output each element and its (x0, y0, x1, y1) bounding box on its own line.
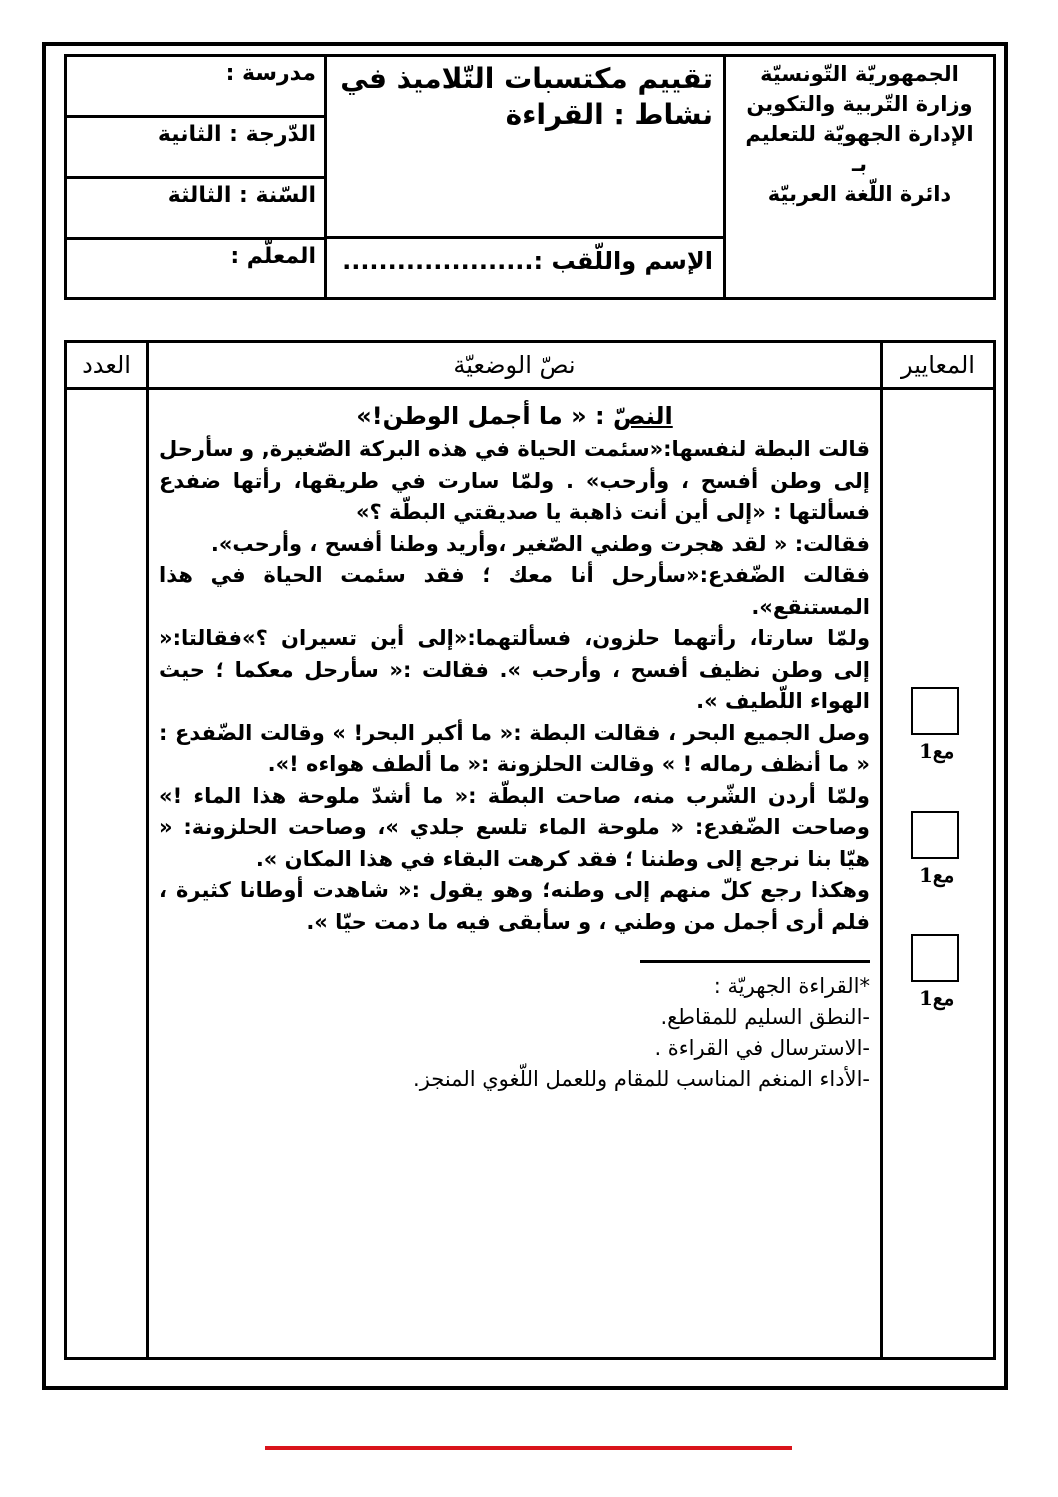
criteria-heading: *القراءة الجهريّة : (713, 974, 870, 998)
criteria-label-1: مع1 (919, 739, 955, 763)
passage-title-sep: : (586, 402, 613, 430)
passage-title (159, 402, 870, 430)
footer-red-line (265, 1446, 792, 1450)
school-field[interactable]: مدرسة : (67, 57, 324, 118)
passage-title-text: « ما أجمل الوطن!» (356, 402, 587, 430)
republic-name: الجمهوريّة التّونسيّة (760, 62, 959, 86)
paragraph: فقالت الضّفدع:«سأرحل أنا معك ؛ فقد سئمت الحياة في هذا المستنقع». (159, 563, 870, 619)
criteria-header: المعايير (883, 343, 993, 390)
criteria-label-3: مع1 (919, 986, 955, 1010)
paragraph: وصل الجميع البحر ، فقالت البطة :« ما أكبر البحر! » وقالت الضّفدع : « ما أنظف رماله ! » وقالت الحلزونة :« ما ألطف هواءه !». (159, 720, 870, 776)
divider (640, 960, 870, 963)
text-header: نصّ الوضعيّة (149, 343, 880, 390)
header-school-info (67, 57, 327, 297)
criteria-item: -النطق السليم للمقاطع. (660, 1005, 870, 1029)
department-name: دائرة اللّغة العربيّة (767, 182, 952, 206)
paragraph: ولمّا سارتا، رأتهما حلزون، فسألتهما:«إلى أين تسيران ؟»فقالتا:« إلى وطن نظيف أفسح ، وأرحب ». فقالت :« سأرحل معكما ؛ حيث الهواء اللّطيف ». (159, 626, 870, 713)
criteria-list (159, 971, 870, 1095)
count-header: العدد (67, 343, 146, 390)
paragraph: فقالت: « لقد هجرت وطني الصّغير ،وأريد وطنا أفسح ، وأرحب». (210, 531, 870, 556)
title-line-2: نشاط : القراءة (505, 98, 713, 131)
passage (149, 390, 880, 1095)
criteria-column (883, 343, 993, 1357)
passage-body (159, 434, 870, 938)
preposition: بـ (851, 152, 868, 176)
score-box-1[interactable] (911, 687, 959, 735)
ministry-block (726, 57, 993, 297)
paragraph: ولمّا أردن الشّرب منه، صاحت البطّة :« ما أشدّ ملوحة هذا الماء !» وصاحت الضّفدع: « ملوحة الماء تلسع جلدي »، وصاحت الحلزونة: « هيّا بنا نرجع إلى وطننا ؛ فقد كرهت البقاء في هذا المكان ». (159, 783, 870, 871)
year-field: السّنة : الثالثة (67, 179, 324, 240)
criteria-item: -الأداء المنغم المناسب للمقام وللعمل اللّغوي المنجز. (413, 1067, 870, 1091)
ministry-name: وزارة التّربية والتكوين (746, 92, 973, 116)
grade-field: الدّرجة : الثانية (67, 118, 324, 179)
student-name-field[interactable]: الإسم واللّقب :..................... (342, 247, 713, 275)
header-title-block (327, 57, 726, 297)
passage-title-label: النصّ (612, 402, 673, 430)
text-column (149, 343, 883, 1357)
title-line-1: تقييم مكتسبات التّلاميذ في (340, 62, 713, 95)
paragraph: وهكذا رجع كلّ منهم إلى وطنه؛ وهو يقول :« شاهدت أوطانا كثيرة ، فلم أرى أجمل من وطني ، و سأبقى فيه ما دمت حيّا ». (159, 878, 870, 934)
assessment-table (64, 340, 996, 1360)
score-box-3[interactable] (911, 934, 959, 982)
criteria-item: -الاسترسال في القراءة . (654, 1036, 870, 1060)
criteria-label-2: مع1 (919, 863, 955, 887)
paragraph: قالت البطة لنفسها:«سئمت الحياة في هذه البركة الصّغيرة, و سأرحل إلى وطن أفسح ، وأرحب» . ولمّا سارت في طريقها، رأتها ضفدع فسألتها : «إلى أين أنت ذاهبة يا صديقتي البطّة ؟» (159, 437, 870, 524)
score-box-2[interactable] (911, 811, 959, 859)
regional-directorate: الإدارة الجهويّة للتعليم (745, 122, 974, 146)
count-column (67, 343, 149, 1357)
assessment-title (327, 57, 723, 239)
teacher-field[interactable]: المعلّم : (230, 244, 316, 269)
header-table (64, 54, 996, 300)
